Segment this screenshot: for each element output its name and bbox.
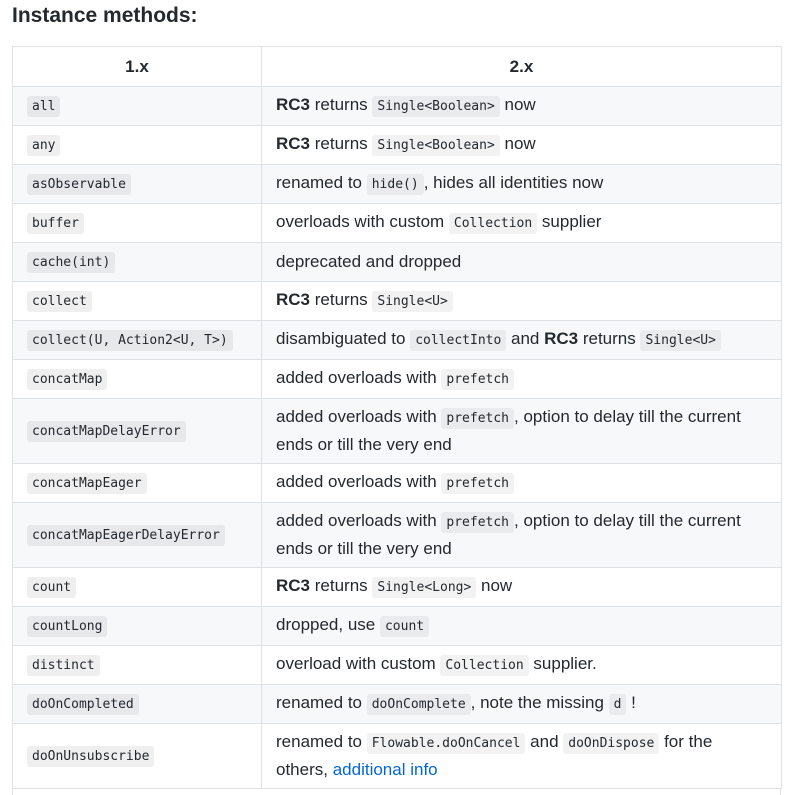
table-header-row bbox=[13, 47, 782, 87]
method-cell bbox=[13, 204, 262, 243]
method-name: collect bbox=[27, 291, 92, 312]
method-name: concatMapEagerDelayError bbox=[27, 525, 225, 546]
method-cell bbox=[13, 685, 262, 724]
method-name: doOnCompleted bbox=[27, 694, 139, 715]
change-cell: renamed to Flowable.doOnCancel and doOnDispose for the others, additional info bbox=[262, 724, 782, 789]
table-row bbox=[13, 282, 782, 321]
change-cell: RC3 returns Single<Long> now bbox=[262, 568, 782, 607]
table-row bbox=[13, 360, 782, 399]
method-cell bbox=[13, 646, 262, 685]
method-name: distinct bbox=[27, 655, 100, 676]
method-name: asObservable bbox=[27, 174, 131, 195]
change-cell: added overloads with prefetch bbox=[262, 464, 782, 503]
method-cell bbox=[13, 360, 262, 399]
table-row bbox=[13, 503, 782, 568]
additional-info-link[interactable]: additional info bbox=[332, 760, 438, 779]
table-row bbox=[13, 646, 782, 685]
method-cell bbox=[13, 399, 262, 464]
method-name: all bbox=[27, 96, 60, 117]
method-cell bbox=[13, 724, 262, 789]
change-cell: disambiguated to collectInto and RC3 returns Single<U> bbox=[262, 321, 782, 360]
method-cell bbox=[13, 503, 262, 568]
table-row bbox=[13, 165, 782, 204]
table-row bbox=[13, 243, 782, 282]
method-cell bbox=[13, 568, 262, 607]
table-row bbox=[13, 685, 782, 724]
change-cell: deprecated and dropped bbox=[262, 243, 782, 282]
table-row bbox=[13, 607, 782, 646]
change-cell: renamed to doOnComplete , note the missing d ! bbox=[262, 685, 782, 724]
table-row bbox=[13, 724, 782, 789]
table-continuation bbox=[12, 789, 781, 795]
table-row bbox=[13, 126, 782, 165]
change-cell: added overloads with prefetch , option to delay till the current ends or till the very end bbox=[262, 399, 782, 464]
change-cell: overload with custom Collection supplier. bbox=[262, 646, 782, 685]
change-cell: added overloads with prefetch bbox=[262, 360, 782, 399]
change-cell: dropped, use count bbox=[262, 607, 782, 646]
column-header-1x: 1.x bbox=[13, 47, 262, 87]
method-cell bbox=[13, 126, 262, 165]
table-row bbox=[13, 568, 782, 607]
table-row bbox=[13, 399, 782, 464]
table-row bbox=[13, 321, 782, 360]
method-cell bbox=[13, 321, 262, 360]
change-cell: RC3 returns Single<Boolean> now bbox=[262, 126, 782, 165]
method-name: any bbox=[27, 135, 60, 156]
method-name: count bbox=[27, 577, 76, 598]
change-cell: overloads with custom Collection supplier bbox=[262, 204, 782, 243]
change-cell: added overloads with prefetch , option to delay till the current ends or till the very end bbox=[262, 503, 782, 568]
method-name: collect(U, Action2<U, T>) bbox=[27, 330, 233, 351]
method-name: cache(int) bbox=[27, 252, 115, 273]
method-name: doOnUnsubscribe bbox=[27, 746, 154, 767]
section-heading: Instance methods: bbox=[12, 4, 198, 27]
table-row bbox=[13, 87, 782, 126]
instance-methods-table bbox=[12, 46, 782, 789]
change-cell: RC3 returns Single<U> bbox=[262, 282, 782, 321]
method-cell bbox=[13, 165, 262, 204]
method-cell bbox=[13, 282, 262, 321]
method-name: concatMap bbox=[27, 369, 107, 390]
method-name: concatMapDelayError bbox=[27, 421, 186, 442]
method-cell bbox=[13, 243, 262, 282]
method-cell bbox=[13, 87, 262, 126]
table-row bbox=[13, 464, 782, 503]
column-header-2x: 2.x bbox=[262, 47, 782, 87]
method-cell bbox=[13, 607, 262, 646]
change-cell: renamed to hide() , hides all identities now bbox=[262, 165, 782, 204]
method-name: countLong bbox=[27, 616, 107, 637]
method-cell bbox=[13, 464, 262, 503]
method-name: concatMapEager bbox=[27, 473, 147, 494]
method-name: buffer bbox=[27, 213, 84, 234]
table-row bbox=[13, 204, 782, 243]
change-cell: RC3 returns Single<Boolean> now bbox=[262, 87, 782, 126]
